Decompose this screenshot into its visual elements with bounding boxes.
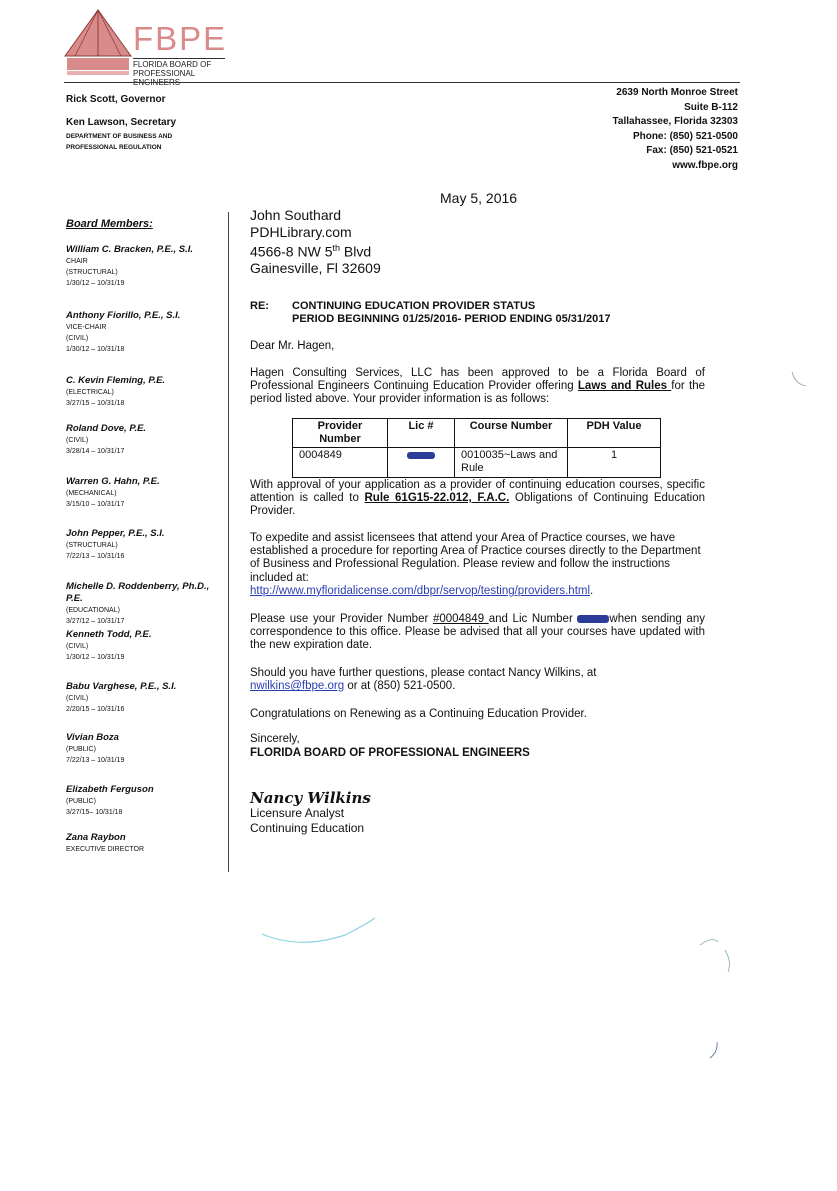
department-line: PROFESSIONAL REGULATION	[66, 144, 162, 151]
member-detail: (PUBLIC)	[66, 746, 96, 753]
provider-number: #0004849	[432, 613, 489, 625]
letter-date: May 5, 2016	[440, 190, 518, 206]
member-detail: (STRUCTURAL)	[66, 269, 118, 276]
member-name: Michelle D. Roddenberry, Ph.D., P.E.	[66, 581, 210, 604]
address-street: 2639 North Monroe Street	[616, 87, 738, 98]
member-detail: EXECUTIVE DIRECTOR	[66, 846, 145, 853]
board-member	[66, 244, 226, 289]
pdh-value-cell: 1	[568, 448, 661, 478]
street-name: Blvd	[340, 243, 372, 260]
text: when sending any correspondence to this office. Please be advised that all your courses have updated with the new expiration date.	[250, 613, 705, 652]
secretary-name: Ken Lawson, Secretary	[66, 117, 177, 128]
board-member	[66, 832, 226, 855]
member-detail: 3/27/15 – 10/31/18	[66, 400, 125, 407]
member-detail: 3/27/12 – 10/31/17	[66, 618, 125, 625]
text: Please use your Provider Number	[250, 613, 433, 625]
board-members-title: Board Members:	[66, 218, 153, 230]
text: Hagen Consulting Services, LLC has been approved to be a Florida Board of Professional Engineers Continuing Education Provider offering	[250, 367, 705, 393]
salutation: Dear Mr. Hagen,	[250, 340, 335, 352]
logo-subtitle: FLORIDA BOARD OF PROFESSIONAL	[133, 58, 225, 87]
text: for the period listed above. Your provider information is as follows:	[250, 380, 705, 406]
member-detail: 2/20/15 – 10/31/16	[66, 706, 125, 713]
member-detail: (STRUCTURAL)	[66, 542, 118, 549]
rule-reference: Rule 61G15-22.012, F.A.C.	[364, 492, 510, 505]
subject-lines	[292, 300, 611, 326]
member-name: Kenneth Todd, P.E.	[66, 629, 152, 640]
member-name: C. Kevin Fleming, P.E.	[66, 375, 166, 386]
course-number-cell: 0010035~Laws and Rule	[455, 448, 568, 478]
member-detail: (CIVIL)	[66, 695, 89, 702]
closing-block	[250, 732, 530, 760]
department-line: DEPARTMENT OF BUSINESS AND	[66, 133, 173, 140]
member-detail: 3/28/14 – 10/31/17	[66, 448, 125, 455]
signer-title-block	[250, 806, 364, 836]
department-name	[66, 131, 172, 153]
text: .	[590, 584, 594, 597]
text: Should you have further questions, please contact Nancy Wilkins, at	[250, 667, 597, 679]
member-detail: CHAIR	[66, 258, 88, 265]
member-name: Babu Varghese, P.E., S.I.	[66, 681, 177, 692]
member-detail: 1/30/12 – 10/31/18	[66, 346, 125, 353]
member-name: Anthony Fiorillo, P.E., S.I.	[66, 310, 181, 321]
contact-paragraph	[250, 667, 705, 693]
member-name: Warren G. Hahn, P.E.	[66, 476, 160, 487]
street-suffix: th	[332, 243, 340, 253]
table-header-row	[293, 419, 661, 448]
text: and Lic Number	[488, 613, 578, 625]
board-address	[613, 86, 738, 173]
recipient-street	[250, 240, 381, 260]
text: With approval of your application as a provider of continuing education courses, specific attention is called to	[250, 479, 705, 505]
member-detail: (CIVIL)	[66, 335, 89, 342]
recipient-block	[250, 207, 381, 277]
address-city: Tallahassee, Florida 32303	[612, 116, 738, 127]
lic-number-cell	[388, 448, 455, 478]
member-detail: (CIVIL)	[66, 437, 89, 444]
rule-paragraph	[250, 479, 705, 519]
column-header: Provider Number	[293, 419, 388, 448]
address-suite: Suite B-112	[684, 101, 738, 113]
table-row	[293, 448, 661, 478]
column-header: Lic #	[388, 419, 455, 448]
board-member	[66, 681, 226, 715]
board-member	[66, 784, 226, 818]
text: To expedite and assist licensees that attend your Area of Practice courses, we have established a procedure for reporting Area of Practice courses directly to the Department of Business and Professional Regulation. Please review and follow the instructions included at:	[250, 532, 701, 584]
board-member	[66, 732, 226, 766]
board-member	[66, 310, 226, 355]
board-member	[66, 423, 226, 457]
text: or at (850) 521-0500.	[344, 680, 456, 693]
column-header: Course Number	[455, 419, 568, 448]
redacted-mark	[407, 452, 435, 459]
member-detail: (CIVIL)	[66, 643, 89, 650]
sidebar-divider	[228, 212, 229, 872]
member-detail: 3/27/15– 10/31/18	[66, 809, 123, 816]
member-detail: 3/15/10 – 10/31/17	[66, 501, 125, 508]
redacted-mark	[577, 615, 609, 623]
board-member	[66, 629, 226, 663]
recipient-company: PDHLibrary.com	[250, 223, 352, 240]
congratulations-paragraph: Congratulations on Renewing as a Continuing Education Provider.	[250, 708, 587, 720]
procedure-paragraph	[250, 532, 705, 598]
member-name: Vivian Boza	[66, 732, 119, 743]
recipient-name: John Southard	[250, 207, 342, 223]
approval-paragraph	[250, 367, 705, 407]
member-detail: (ELECTRICAL)	[66, 389, 114, 396]
board-member	[66, 375, 226, 409]
member-detail: (PUBLIC)	[66, 798, 96, 805]
subject-line: PERIOD BEGINNING 01/25/2016- PERIOD ENDING 05/31/2017	[292, 313, 611, 325]
governor-name: Rick Scott, Governor	[66, 94, 166, 105]
member-name: Zana Raybon	[66, 832, 126, 843]
member-detail: 7/22/13 – 10/31/16	[66, 553, 125, 560]
member-name: John Pepper, P.E., S.I.	[66, 528, 165, 539]
street-number: 4566-8 NW 5	[250, 243, 333, 260]
signer-department: Continuing Education	[250, 821, 365, 835]
subject-line: CONTINUING EDUCATION PROVIDER STATUS	[292, 300, 536, 312]
board-member	[66, 528, 226, 562]
member-name: Elizabeth Ferguson	[66, 784, 154, 795]
closing-salutation: Sincerely,	[250, 733, 300, 745]
member-detail: 1/30/12 – 10/31/19	[66, 654, 125, 661]
recipient-city: Gainesville, Fl 32609	[250, 260, 381, 277]
logo-wordmark: FBPE	[133, 20, 228, 57]
address-web: www.fbpe.org	[672, 159, 738, 171]
course-topic: Laws and Rules	[577, 380, 672, 393]
signature: Nancy Wilkins	[250, 789, 371, 807]
board-member	[66, 581, 226, 627]
header-divider	[64, 82, 740, 83]
contact-email-link[interactable]: nwilkins@fbpe.org	[250, 680, 345, 693]
address-phone: Phone: (850) 521-0500	[632, 130, 738, 142]
member-detail: (MECHANICAL)	[66, 490, 117, 497]
address-fax: Fax: (850) 521-0521	[646, 145, 738, 156]
member-detail: VICE-CHAIR	[66, 324, 107, 331]
member-detail: (EDUCATIONAL)	[66, 607, 120, 614]
text: Obligations of Continuing Education Provider.	[250, 492, 706, 518]
provider-number-paragraph	[250, 613, 705, 653]
providers-link[interactable]: http://www.myfloridalicense.com/dbpr/servop/testing/providers.html	[250, 584, 591, 597]
closing-organization: FLORIDA BOARD OF PROFESSIONAL ENGINEERS	[250, 747, 530, 759]
member-name: William C. Bracken, P.E., S.I.	[66, 244, 193, 255]
board-member	[66, 476, 226, 510]
column-header: PDH Value	[568, 419, 661, 448]
member-detail: 7/22/13 – 10/31/19	[66, 757, 125, 764]
signer-title: Licensure Analyst	[250, 806, 345, 820]
member-name: Roland Dove, P.E.	[66, 423, 147, 434]
re-label: RE:	[250, 300, 269, 312]
provider-info-table	[292, 418, 661, 478]
member-detail: 1/30/12 – 10/31/19	[66, 280, 125, 287]
fbpe-logo-icon	[63, 8, 133, 78]
provider-number-cell: 0004849	[293, 448, 388, 478]
